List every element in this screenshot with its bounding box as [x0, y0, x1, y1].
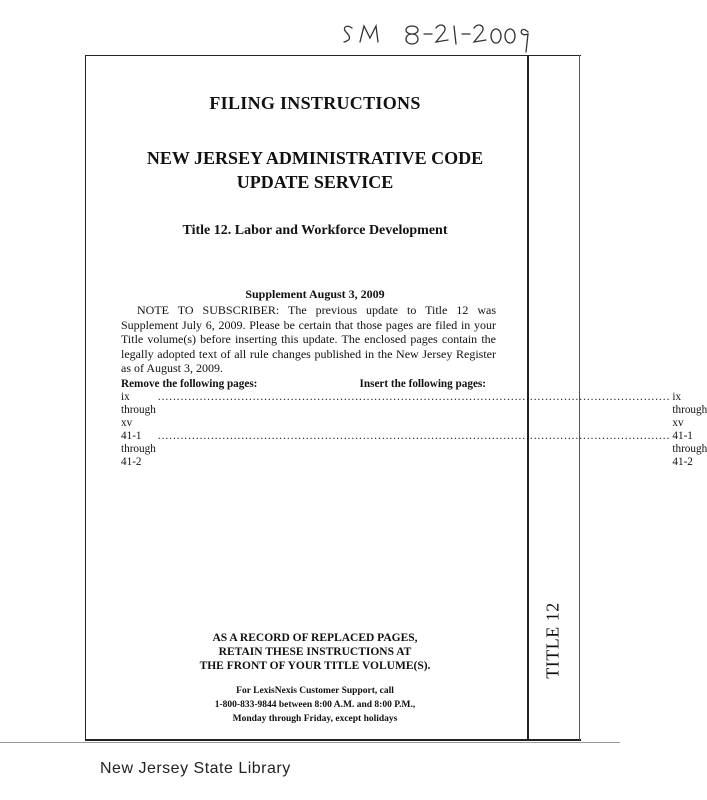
remove-pages-header: Remove the following pages: — [121, 378, 258, 390]
page-row — [121, 430, 707, 469]
library-stamp: New Jersey State Library — [100, 760, 291, 777]
insert-pages-value: ix through xv — [672, 391, 707, 429]
record-line-2: RETAIN THESE INSTRUCTIONS AT — [218, 646, 412, 658]
code-heading-line-2: UPDATE SERVICE — [236, 172, 394, 192]
scan-edge-line — [0, 742, 620, 743]
customer-support-notice — [110, 684, 520, 726]
handwritten-annotation — [340, 14, 570, 54]
handwritten-signature — [340, 14, 570, 54]
support-line-1: For LexisNexis Customer Support, call — [236, 686, 394, 696]
page-row — [121, 391, 707, 430]
page-replacement-list — [121, 378, 707, 469]
record-line-1: AS A RECORD OF REPLACED PAGES, — [212, 632, 418, 644]
title-heading: Title 12. Labor and Workforce Development — [182, 223, 448, 238]
title-tab — [528, 560, 578, 720]
supplement-date: Supplement August 3, 2009 — [245, 287, 385, 301]
retain-record-notice — [110, 631, 520, 673]
insert-pages-header: Insert the following pages: — [359, 378, 486, 390]
page-title: FILING INSTRUCTIONS — [209, 93, 421, 113]
support-line-2: 1-800-833-9844 between 8:00 A.M. and 8:00 P.M., — [214, 700, 416, 710]
remove-pages-value: 41-1 through 41-2 — [121, 430, 156, 468]
code-heading-line-1: NEW JERSEY ADMINISTRATIVE CODE — [146, 148, 484, 168]
dot-leader: ....................................................................................................................................... — [157, 430, 671, 442]
insert-pages-value: 41-1 through 41-2 — [672, 430, 707, 468]
record-line-3: THE FRONT OF YOUR TITLE VOLUME(S). — [199, 660, 431, 672]
subscriber-note: NOTE TO SUBSCRIBER: The previous update to Title 12 was Supplement July 6, 2009. Please be certain that those pages are filed in your Title volume(s) before inserting this update. The enclosed pages contain the legally adopted text of all rule changes published in the New Jersey Register as of August 3, 2009. — [121, 303, 496, 375]
support-line-3: Monday through Friday, except holidays — [232, 714, 398, 724]
remove-pages-value: ix through xv — [121, 391, 156, 429]
page-list-header — [121, 378, 486, 391]
title-tab-label: TITLE 12 — [542, 601, 563, 679]
dot-leader: ....................................................................................................................................... — [157, 391, 671, 403]
code-heading — [110, 146, 520, 194]
